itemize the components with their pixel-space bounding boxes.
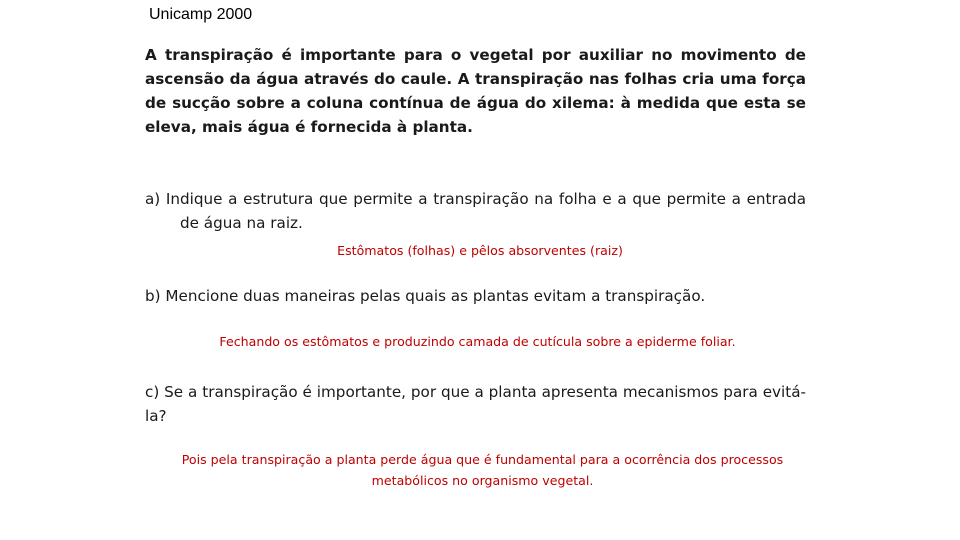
question-c: c) Se a transpiração é importante, por que a planta apresenta mecanismos para evitá-la? <box>145 383 806 425</box>
question-a: a) Indique a estrutura que permite a transpiração na folha e a que permite a entrada de água na raiz. <box>145 190 806 232</box>
source-label: Unicamp 2000 <box>149 6 253 23</box>
answer-a: Estômatos (folhas) e pêlos absorventes (raiz) <box>337 243 623 258</box>
intro-paragraph: A transpiração é importante para o vegetal por auxiliar no movimento de ascensão da água através do caule. A transpiração nas folhas cria uma força de sucção sobre a coluna contínua de água do xilema: à medida que esta se eleva, mais água é fornecida à planta. <box>145 46 806 136</box>
answer-c: Pois pela transpiração a planta perde água que é fundamental para a ocorrência dos processos metabólicos no organismo vegetal. <box>181 452 784 488</box>
answer-b: Fechando os estômatos e produzindo camada de cutícula sobre a epiderme foliar. <box>219 334 736 349</box>
question-b: b) Mencione duas maneiras pelas quais as plantas evitam a transpiração. <box>145 287 706 305</box>
